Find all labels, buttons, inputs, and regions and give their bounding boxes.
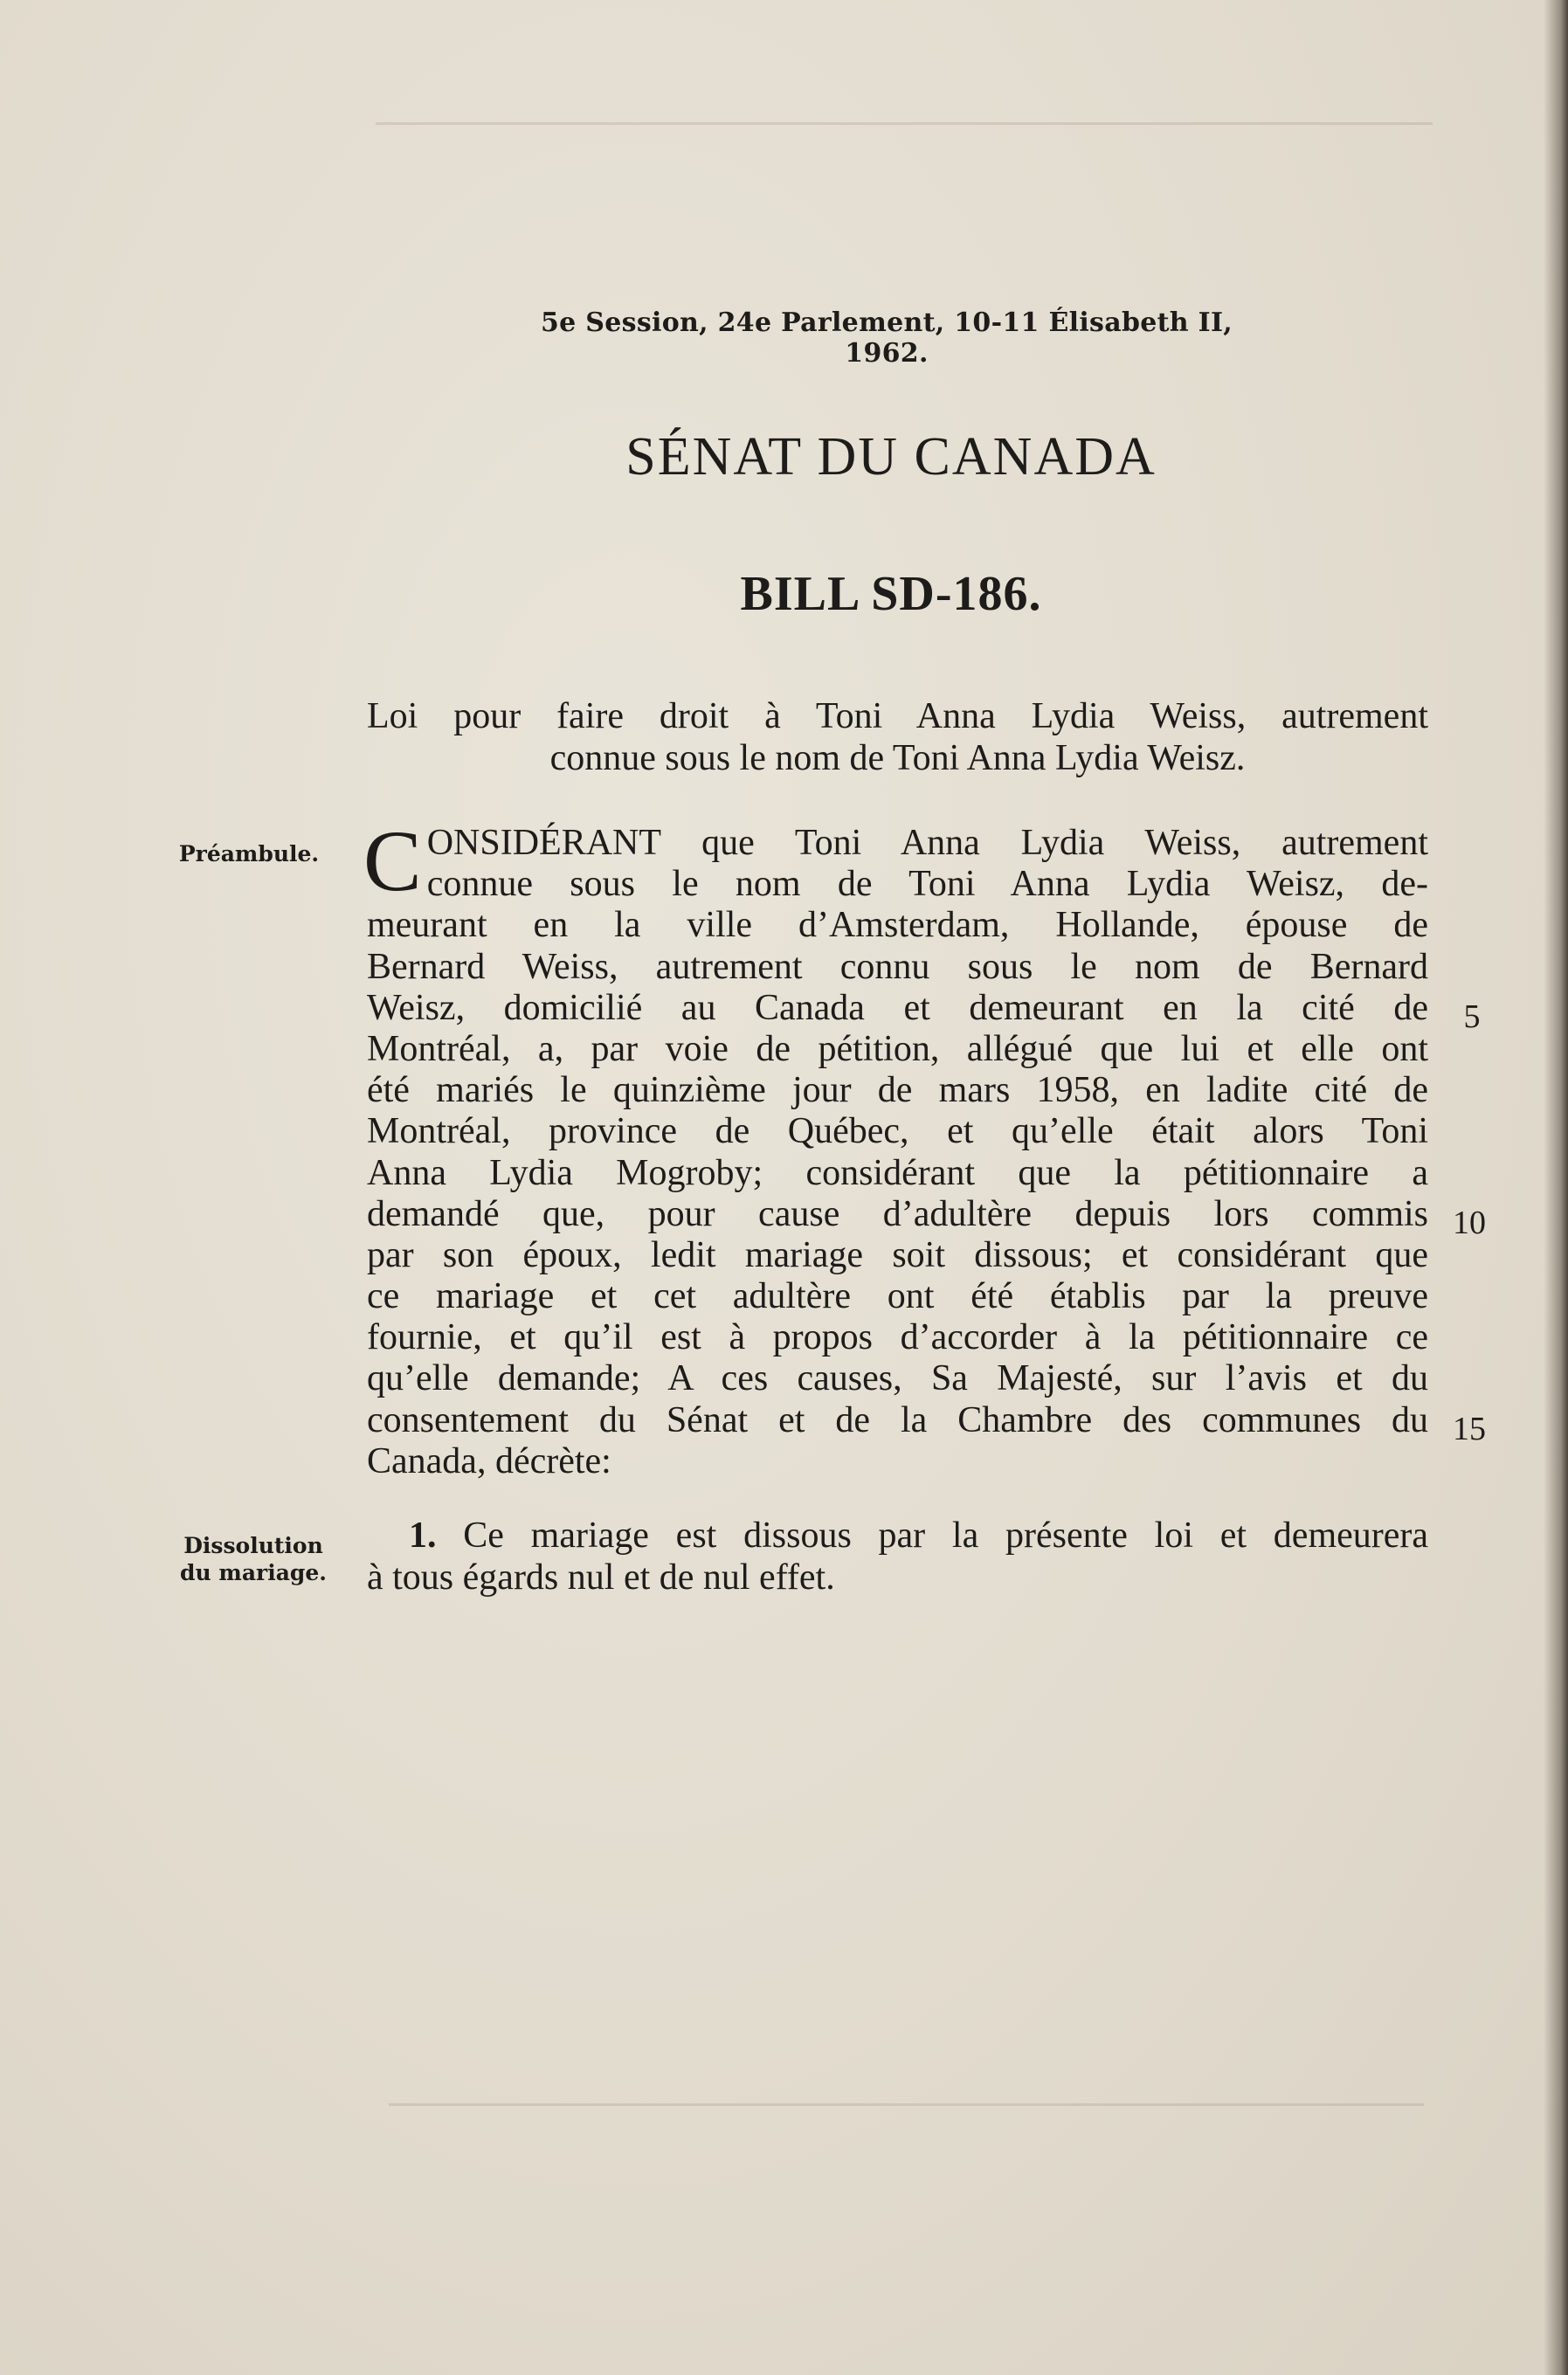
margin-note-line: du mariage. (180, 1560, 327, 1585)
section-line (367, 1515, 1428, 1557)
section-text: Ce mariage est dissous par la présente loi et demeurera (463, 1515, 1429, 1556)
preamble-line: Anna Lydia Mogroby; considérant que la pétitionnaire a (367, 1152, 1428, 1193)
section-1 (367, 1515, 1428, 1598)
session-header: 5e Session, 24e Parlement, 10-11 Élisabeth II, 1962. (540, 307, 1233, 369)
preamble-line: par son époux, ledit mariage soit dissous; et considérant que (367, 1234, 1428, 1275)
long-title (367, 695, 1428, 779)
preamble-line: demandé que, pour cause d’adultère depuis lors commis (367, 1193, 1428, 1234)
chamber-title: SÉNAT DU CANADA (625, 427, 1157, 487)
preamble-line: Canada, décrète: (367, 1440, 611, 1481)
preamble-line: Montréal, a, par voie de pétition, allégué que lui et elle ont (367, 1028, 1428, 1069)
section-line: à tous égards nul et de nul effet. (367, 1557, 835, 1598)
preamble-line: Weisz, domicilié au Canada et demeurant en la cité de (367, 987, 1428, 1028)
preamble-line: ONSIDÉRANT que Toni Anna Lydia Weiss, autrement (426, 823, 1428, 863)
margin-note-line: Dissolution (183, 1533, 323, 1558)
preamble-line: qu’elle demande; A ces causes, Sa Majesté, sur l’avis et du (367, 1358, 1428, 1399)
preamble-line: connue sous le nom de Toni Anna Lydia Weisz, de- (426, 864, 1428, 905)
preamble-line: été mariés le quinzième jour de mars 1958, en ladite cité de (367, 1070, 1428, 1111)
preamble-line: Montréal, province de Québec, et qu’elle était alors Toni (367, 1111, 1428, 1152)
line-number: 5 (1463, 998, 1481, 1035)
page-edge-shadow (1544, 0, 1568, 2375)
line-number: 15 (1453, 1411, 1486, 1447)
section-number: 1. (409, 1515, 437, 1556)
show-through-rule-top (376, 122, 1433, 125)
show-through-rule-bottom (389, 2103, 1424, 2106)
bill-number: BILL SD-186. (740, 567, 1042, 621)
preamble-text (363, 812, 1428, 1482)
preamble-line: ce mariage et cet adultère ont été établis par la preuve (367, 1276, 1428, 1317)
preamble-line: fournie, et qu’il est à propos d’accorder à la pétitionnaire ce (367, 1317, 1428, 1358)
preamble-line: Bernard Weiss, autrement connu sous le nom de Bernard (367, 946, 1428, 987)
long-title-line: Loi pour faire droit à Toni Anna Lydia Weiss, autrement (367, 696, 1428, 736)
preamble-margin-note: Préambule. (178, 841, 320, 866)
line-number: 10 (1453, 1205, 1486, 1241)
drop-cap: C (363, 812, 422, 909)
long-title-line: connue sous le nom de Toni Anna Lydia Weisz. (549, 738, 1246, 778)
preamble-line: meurant en la ville d’Amsterdam, Hollande, épouse de (367, 905, 1428, 946)
preamble-line: consentement du Sénat et de la Chambre des communes du (367, 1399, 1428, 1440)
section-margin-note (166, 1532, 341, 1586)
